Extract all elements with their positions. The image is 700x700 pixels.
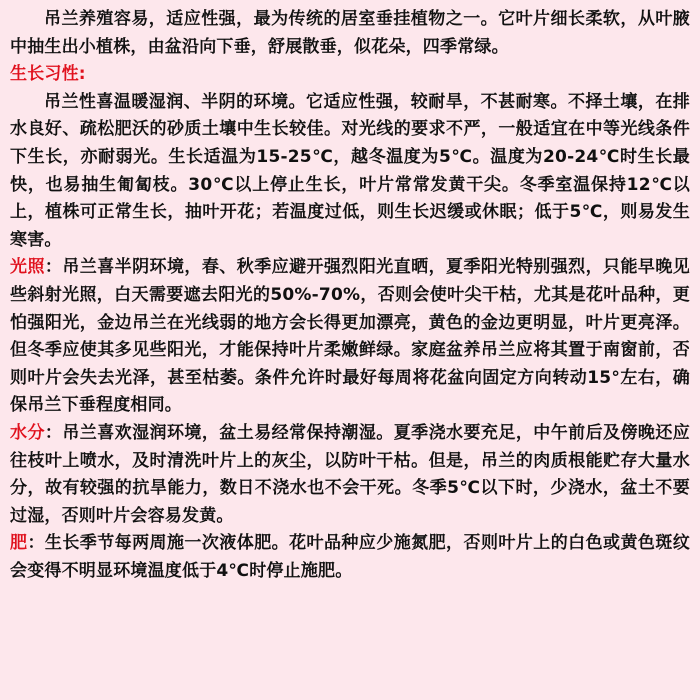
light-heading: 光照 xyxy=(10,257,45,278)
fertilizer-heading: 肥 xyxy=(10,533,28,554)
growth-heading-line xyxy=(10,61,690,89)
light-paragraph xyxy=(10,254,690,420)
water-body: ：吊兰喜欢湿润环境，盆土易经常保持潮湿。夏季浇水要充足，中午前后及傍晚还应往枝叶上喷水，及时清洗叶片上的灰尘，以防叶干枯。但是，吊兰的肉质根能贮存大量水分，故有较强的抗旱能力，数日不浇水也不会干死。冬季5℃以下时，少浇水，盆土不要过湿，否则叶片会容易发黄。 xyxy=(10,422,690,526)
light-body: ：吊兰喜半阴环境，春、秋季应避开强烈阳光直晒，夏季阳光特别强烈，只能早晚见些斜射光照，白天需要遮去阳光的50%-70%，否则会使叶尖干枯，尤其是花叶品种，更怕强阳光，金边吊兰在光线弱的地方会长得更加漂亮，黄色的金边更明显，叶片更亮泽。但冬季应使其多见些阳光，才能保持叶片柔嫩鲜绿。家庭盆养吊兰应将其置于南窗前，否则叶片会失去光泽，甚至枯萎。条件允许时最好每周将花盆向固定方向转动15°左右，确保吊兰下垂程度相同。 xyxy=(10,257,690,416)
fertilizer-paragraph xyxy=(10,530,690,585)
water-paragraph xyxy=(10,420,690,530)
intro-paragraph: 吊兰养殖容易，适应性强，最为传统的居室垂挂植物之一。它叶片细长柔软，从叶腋中抽生出小植株，由盆沿向下垂，舒展散垂，似花朵，四季常绿。 xyxy=(10,9,690,57)
growth-paragraph: 吊兰性喜温暖湿润、半阴的环境。它适应性强，较耐旱，不甚耐寒。不择土壤，在排水良好、疏松肥沃的砂质土壤中生长较佳。对光线的要求不严，一般适宜在中等光线条件下生长，亦耐弱光。生长适温为15-25℃，越冬温度为5℃。温度为20-24℃时生长最快，也易抽生匍匐枝。30℃以上停止生长，叶片常常发黄干尖。冬季室温保持12℃以上，植株可正常生长，抽叶开花；若温度过低，则生长迟缓或休眠；低于5℃，则易发生寒害。 xyxy=(10,91,690,250)
water-heading: 水分 xyxy=(10,422,45,443)
fertilizer-body: ：生长季节每两周施一次液体肥。花叶品种应少施氮肥，否则叶片上的白色或黄色斑纹会变得不明显环境温度低于4℃时停止施肥。 xyxy=(10,533,690,581)
growth-heading: 生长习性: xyxy=(10,64,86,85)
